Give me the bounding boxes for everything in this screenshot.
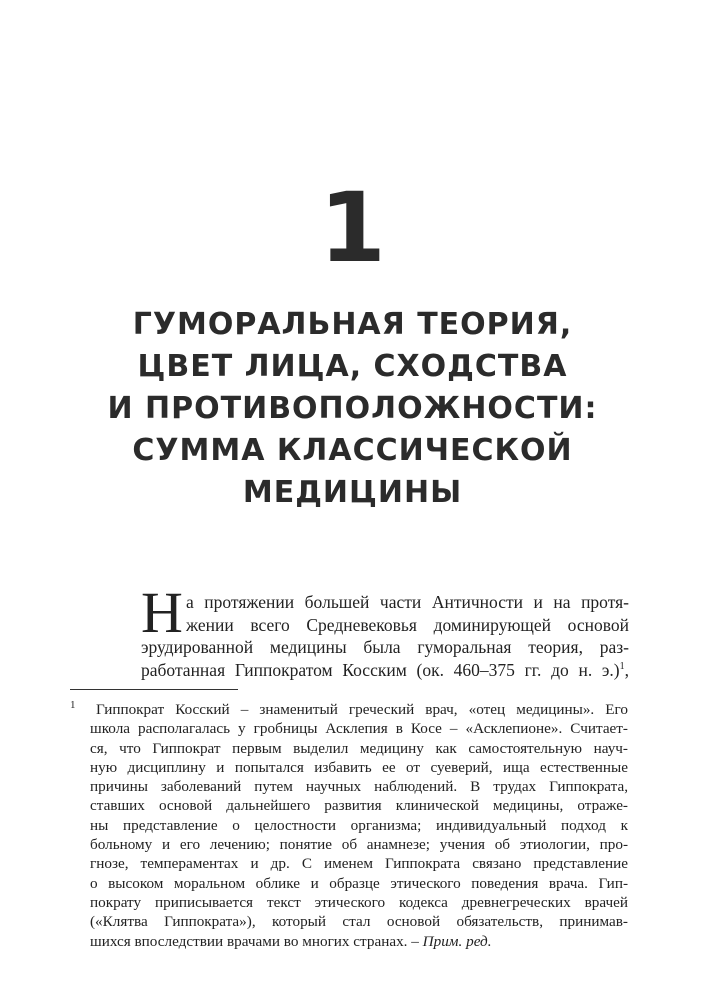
footnote-line: школа располагалась у гробницы Асклепия в Косе – «Асклепионе». Считает- [90,720,628,738]
body-line: а протяжении большей части Античности и на протя- [186,592,629,612]
footnote-line: ны представление о целостности организма; индивидуальный подход к [90,816,628,834]
chapter-title [60,304,645,514]
body-paragraph [141,591,629,681]
body-line-last [141,659,629,682]
footnote-line-text: шихся впоследствии врачами во многих странах. – [90,932,419,950]
footnote-reference[interactable]: 1 [619,660,625,672]
body-line: жении всего Средневековья доминирующей основой [186,614,629,635]
footnote [90,700,628,951]
footnote-line: больному и его лечению; понятие об анамнезе; учения об этиологии, про- [90,836,628,854]
footnote-line: ся, что Гиппократ первым выделил медицину как самостоятельную науч- [90,739,628,757]
body-line: эрудированной медицины была гуморальная теория, раз- [141,637,629,657]
footnote-line-last [90,932,628,951]
drop-cap: Н [141,580,183,645]
chapter-title-line: ГУМОРАЛЬНАЯ ТЕОРИЯ, [132,307,573,342]
footnote-line: о высоком моральном облике и образце этического поведения врача. Гип- [90,874,628,892]
chapter-title-line: МЕДИЦИНЫ [242,475,463,510]
footnote-line: Гиппократ Косский – знаменитый греческий врач, «отец медицины». Его [96,701,628,718]
editor-note: Прим. ред. [422,932,492,950]
chapter-number: 1 [319,172,386,284]
footnote-line: пократу приписывается текст этического кодекса древнегреческих врачей [90,893,628,911]
chapter-title-line: ЦВЕТ ЛИЦА, СХОДСТВА [137,349,568,384]
footnote-line: причины заболеваний путем научных наблюдений. В трудах Гиппократа, [90,778,628,796]
body-line-punctuation: , [624,659,629,680]
footnote-line: ную дисциплину и попытался избавить ее от суеверий, ища естественные [90,758,628,776]
footnote-line: («Клятва Гиппократа»), который стал основой обязательств, принимав- [90,913,628,931]
chapter-title-line: И ПРОТИВОПОЛОЖНОСТИ: [107,391,598,426]
body-line-text: работанная Гиппократом Косским (ок. 460–375 гг. до н. э.) [141,659,620,680]
footnote-line: ставших основой дальнейшего развития клинической медицины, отраже- [90,797,628,815]
footnote-divider [70,689,238,690]
chapter-title-line: СУММА КЛАССИЧЕСКОЙ [132,433,573,468]
footnote-marker: 1 [70,699,76,711]
footnote-line: гнозе, темпераментах и др. С именем Гиппократа связано представление [90,855,628,873]
